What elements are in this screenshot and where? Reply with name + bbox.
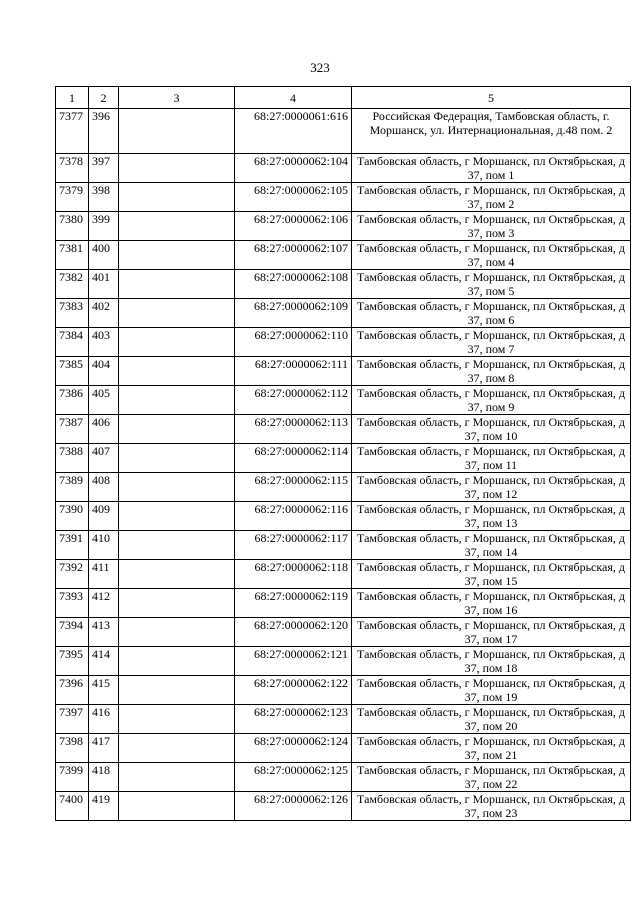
address: Тамбовская область, г Моршанск, пл Октябрьская, д 37, пом 19 (352, 676, 631, 705)
item-number: 408 (89, 473, 119, 502)
empty-cell (119, 212, 235, 241)
item-number: 406 (89, 415, 119, 444)
table-row (56, 473, 631, 502)
empty-cell (119, 270, 235, 299)
address: Тамбовская область, г Моршанск, пл Октябрьская, д 37, пом 21 (352, 734, 631, 763)
empty-cell (119, 328, 235, 357)
table-row (56, 270, 631, 299)
item-number: 410 (89, 531, 119, 560)
cadastral-number: 68:27:0000062:118 (235, 560, 352, 589)
address: Тамбовская область, г Моршанск, пл Октябрьская, д 37, пом 12 (352, 473, 631, 502)
registry-table (55, 86, 631, 821)
empty-cell (119, 560, 235, 589)
empty-cell (119, 109, 235, 154)
cadastral-number: 68:27:0000062:122 (235, 676, 352, 705)
empty-cell (119, 763, 235, 792)
empty-cell (119, 299, 235, 328)
item-number: 412 (89, 589, 119, 618)
table-row (56, 647, 631, 676)
row-number: 7386 (56, 386, 89, 415)
address: Тамбовская область, г Моршанск, пл Октябрьская, д 37, пом 1 (352, 154, 631, 183)
item-number: 407 (89, 444, 119, 473)
cadastral-number: 68:27:0000062:108 (235, 270, 352, 299)
table-row (56, 212, 631, 241)
row-number: 7382 (56, 270, 89, 299)
address: Тамбовская область, г Моршанск, пл Октябрьская, д 37, пом 18 (352, 647, 631, 676)
table-row (56, 763, 631, 792)
item-number: 400 (89, 241, 119, 270)
cadastral-number: 68:27:0000062:111 (235, 357, 352, 386)
row-number: 7379 (56, 183, 89, 212)
cadastral-number: 68:27:0000062:116 (235, 502, 352, 531)
address: Тамбовская область, г Моршанск, пл Октябрьская, д 37, пом 22 (352, 763, 631, 792)
cadastral-number: 68:27:0000062:117 (235, 531, 352, 560)
address: Тамбовская область, г Моршанск, пл Октябрьская, д 37, пом 9 (352, 386, 631, 415)
empty-cell (119, 183, 235, 212)
row-number: 7388 (56, 444, 89, 473)
item-number: 403 (89, 328, 119, 357)
table-row (56, 560, 631, 589)
item-number: 416 (89, 705, 119, 734)
row-number: 7399 (56, 763, 89, 792)
item-number: 417 (89, 734, 119, 763)
item-number: 413 (89, 618, 119, 647)
item-number: 397 (89, 154, 119, 183)
cadastral-number: 68:27:0000062:110 (235, 328, 352, 357)
row-number: 7395 (56, 647, 89, 676)
address: Тамбовская область, г Моршанск, пл Октябрьская, д 37, пом 13 (352, 502, 631, 531)
empty-cell (119, 502, 235, 531)
cadastral-number: 68:27:0000062:126 (235, 792, 352, 821)
empty-cell (119, 676, 235, 705)
address: Тамбовская область, г Моршанск, пл Октябрьская, д 37, пом 4 (352, 241, 631, 270)
cadastral-number: 68:27:0000062:105 (235, 183, 352, 212)
page-number: 323 (310, 60, 330, 75)
empty-cell (119, 357, 235, 386)
address: Тамбовская область, г Моршанск, пл Октябрьская, д 37, пом 14 (352, 531, 631, 560)
item-number: 396 (89, 109, 119, 154)
cadastral-number: 68:27:0000062:112 (235, 386, 352, 415)
address: Тамбовская область, г Моршанск, пл Октябрьская, д 37, пом 5 (352, 270, 631, 299)
cadastral-number: 68:27:0000062:121 (235, 647, 352, 676)
row-number: 7377 (56, 109, 89, 154)
column-header: 4 (235, 87, 352, 109)
table-body (56, 109, 631, 821)
row-number: 7391 (56, 531, 89, 560)
empty-cell (119, 444, 235, 473)
row-number: 7396 (56, 676, 89, 705)
row-number: 7398 (56, 734, 89, 763)
row-number: 7385 (56, 357, 89, 386)
item-number: 404 (89, 357, 119, 386)
row-number: 7394 (56, 618, 89, 647)
table-row (56, 531, 631, 560)
empty-cell (119, 473, 235, 502)
empty-cell (119, 241, 235, 270)
address: Тамбовская область, г Моршанск, пл Октябрьская, д 37, пом 2 (352, 183, 631, 212)
table-row (56, 109, 631, 154)
address: Тамбовская область, г Моршанск, пл Октябрьская, д 37, пом 15 (352, 560, 631, 589)
table-row (56, 154, 631, 183)
table-row (56, 357, 631, 386)
row-number: 7400 (56, 792, 89, 821)
column-header: 1 (56, 87, 89, 109)
address: Тамбовская область, г Моршанск, пл Октябрьская, д 37, пом 8 (352, 357, 631, 386)
table-row (56, 415, 631, 444)
item-number: 411 (89, 560, 119, 589)
table-row (56, 792, 631, 821)
item-number: 419 (89, 792, 119, 821)
empty-cell (119, 792, 235, 821)
empty-cell (119, 415, 235, 444)
row-number: 7381 (56, 241, 89, 270)
address: Тамбовская область, г Моршанск, пл Октябрьская, д 37, пом 6 (352, 299, 631, 328)
item-number: 402 (89, 299, 119, 328)
row-number: 7387 (56, 415, 89, 444)
row-number: 7393 (56, 589, 89, 618)
table-row (56, 386, 631, 415)
address: Тамбовская область, г Моршанск, пл Октябрьская, д 37, пом 7 (352, 328, 631, 357)
empty-cell (119, 589, 235, 618)
cadastral-number: 68:27:0000062:124 (235, 734, 352, 763)
address: Тамбовская область, г Моршанск, пл Октябрьская, д 37, пом 16 (352, 589, 631, 618)
cadastral-number: 68:27:0000062:106 (235, 212, 352, 241)
row-number: 7392 (56, 560, 89, 589)
item-number: 399 (89, 212, 119, 241)
cadastral-number: 68:27:0000062:104 (235, 154, 352, 183)
row-number: 7397 (56, 705, 89, 734)
address: Российская Федерация, Тамбовская область, г. Моршанск, ул. Интернациональная, д.48 пом. 2 (352, 109, 631, 154)
cadastral-number: 68:27:0000062:107 (235, 241, 352, 270)
empty-cell (119, 154, 235, 183)
table-row (56, 734, 631, 763)
item-number: 414 (89, 647, 119, 676)
column-header: 5 (352, 87, 631, 109)
table-row (56, 618, 631, 647)
address: Тамбовская область, г Моршанск, пл Октябрьская, д 37, пом 11 (352, 444, 631, 473)
empty-cell (119, 647, 235, 676)
item-number: 401 (89, 270, 119, 299)
cadastral-number: 68:27:0000062:109 (235, 299, 352, 328)
table-row (56, 183, 631, 212)
row-number: 7378 (56, 154, 89, 183)
address: Тамбовская область, г Моршанск, пл Октябрьская, д 37, пом 10 (352, 415, 631, 444)
cadastral-number: 68:27:0000062:120 (235, 618, 352, 647)
empty-cell (119, 386, 235, 415)
empty-cell (119, 705, 235, 734)
row-number: 7383 (56, 299, 89, 328)
address: Тамбовская область, г Моршанск, пл Октябрьская, д 37, пом 23 (352, 792, 631, 821)
table-row (56, 502, 631, 531)
table-row (56, 676, 631, 705)
item-number: 398 (89, 183, 119, 212)
item-number: 405 (89, 386, 119, 415)
column-header: 2 (89, 87, 119, 109)
address: Тамбовская область, г Моршанск, пл Октябрьская, д 37, пом 3 (352, 212, 631, 241)
cadastral-number: 68:27:0000062:113 (235, 415, 352, 444)
table-row (56, 589, 631, 618)
cadastral-number: 68:27:0000062:115 (235, 473, 352, 502)
row-number: 7389 (56, 473, 89, 502)
table-row (56, 705, 631, 734)
item-number: 409 (89, 502, 119, 531)
empty-cell (119, 531, 235, 560)
cadastral-number: 68:27:0000061:616 (235, 109, 352, 154)
table-row (56, 328, 631, 357)
item-number: 415 (89, 676, 119, 705)
empty-cell (119, 618, 235, 647)
table-row (56, 299, 631, 328)
address: Тамбовская область, г Моршанск, пл Октябрьская, д 37, пом 17 (352, 618, 631, 647)
address: Тамбовская область, г Моршанск, пл Октябрьская, д 37, пом 20 (352, 705, 631, 734)
table-row (56, 444, 631, 473)
cadastral-number: 68:27:0000062:119 (235, 589, 352, 618)
header-row (56, 87, 631, 109)
item-number: 418 (89, 763, 119, 792)
row-number: 7380 (56, 212, 89, 241)
row-number: 7384 (56, 328, 89, 357)
empty-cell (119, 734, 235, 763)
column-header: 3 (119, 87, 235, 109)
cadastral-number: 68:27:0000062:125 (235, 763, 352, 792)
cadastral-number: 68:27:0000062:123 (235, 705, 352, 734)
table-row (56, 241, 631, 270)
row-number: 7390 (56, 502, 89, 531)
cadastral-number: 68:27:0000062:114 (235, 444, 352, 473)
